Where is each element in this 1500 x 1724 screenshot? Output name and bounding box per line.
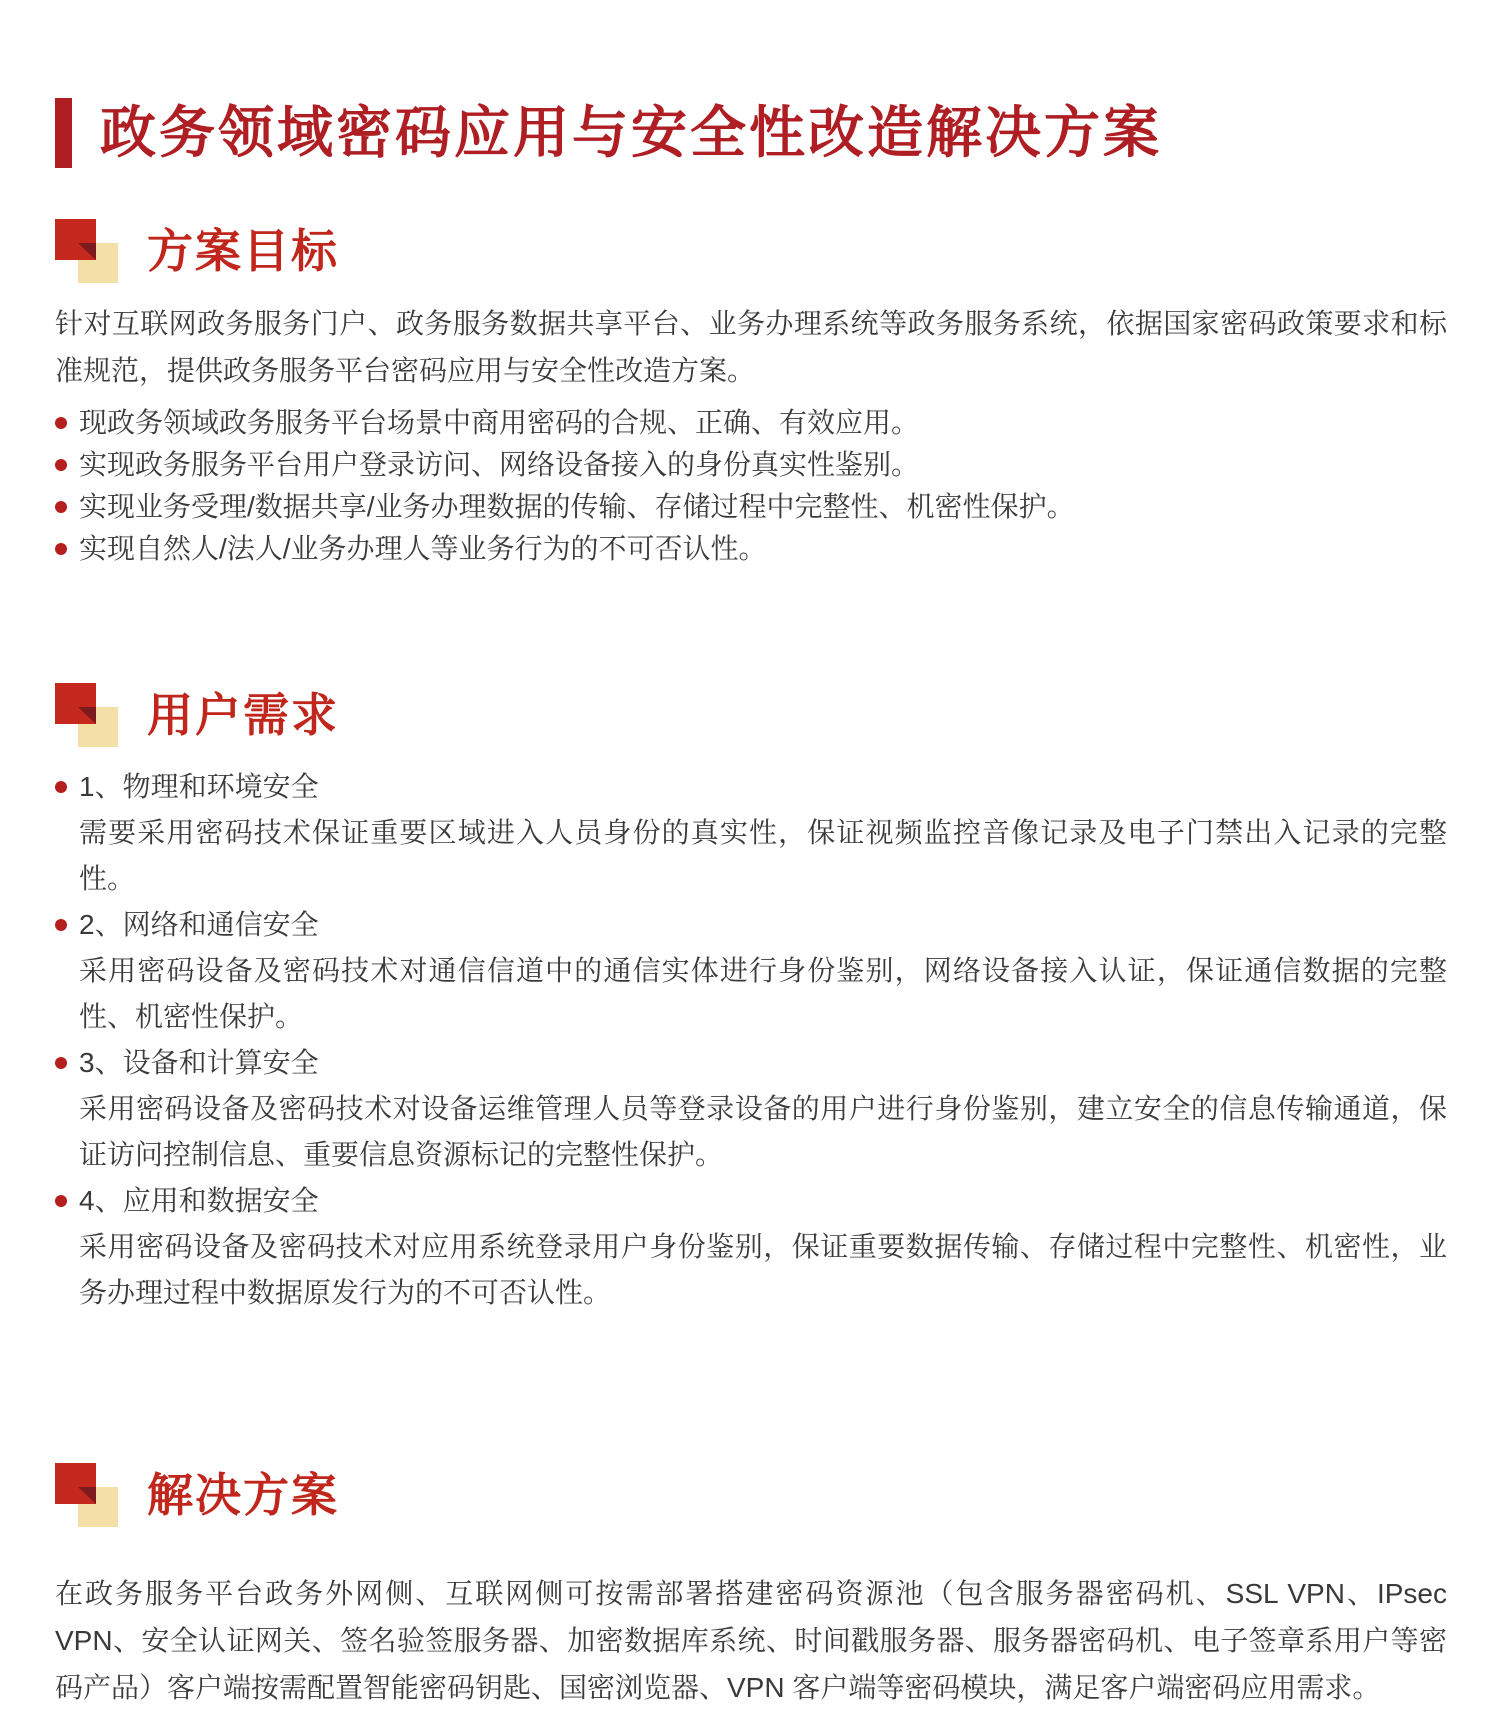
list-item (55, 402, 1447, 444)
requirement-title-row (55, 1178, 1447, 1224)
section-goals (55, 218, 1447, 570)
goals-intro-paragraph: 针对互联网政务服务门户、政务服务数据共享平台、业务办理系统等政务服务系统，依据国家密码政策要求和标准规范，提供政务服务平台密码应用与安全性改造方案。 (55, 308, 1447, 386)
dot-icon (55, 417, 67, 429)
dot-icon (55, 781, 67, 793)
overlapping-squares-icon (55, 682, 119, 748)
dot-icon (55, 1057, 67, 1069)
requirement-title-row (55, 902, 1447, 948)
section-requirements (55, 682, 1447, 1316)
list-item-text: 现政务领域政务服务平台场景中商用密码的合规、正确、有效应用。 (79, 407, 920, 438)
vertical-bar-icon (55, 98, 72, 168)
overlapping-squares-icon (55, 1462, 119, 1528)
requirement-body: 采用密码设备及密码技术对通信信道中的通信实体进行身份鉴别，网络设备接入认证，保证通信数据的完整性、机密性保护。 (79, 955, 1447, 1032)
page-title: 政务领域密码应用与安全性改造解决方案 (100, 101, 1162, 164)
list-item (55, 528, 1447, 570)
list-item (55, 486, 1447, 528)
requirement-title: 4、应用和数据安全 (79, 1185, 319, 1216)
list-item-text: 实现业务受理/数据共享/业务办理数据的传输、存储过程中完整性、机密性保护。 (79, 491, 1075, 522)
requirement-title: 1、物理和环境安全 (79, 771, 319, 802)
overlapping-squares-icon (55, 218, 119, 284)
requirement-body: 采用密码设备及密码技术对设备运维管理人员等登录设备的用户进行身份鉴别，建立安全的信息传输通道，保证访问控制信息、重要信息资源标记的完整性保护。 (79, 1093, 1447, 1170)
section-heading-solution (55, 1462, 1447, 1528)
requirement-item (55, 1178, 1447, 1316)
requirement-body: 需要采用密码技术保证重要区域进入人员身份的真实性，保证视频监控音像记录及电子门禁出入记录的完整性。 (79, 817, 1447, 894)
goals-heading-text: 方案目标 (147, 225, 339, 277)
dot-icon (55, 501, 67, 513)
dot-icon (55, 1195, 67, 1207)
section-heading-goals (55, 218, 1447, 284)
requirement-item (55, 1040, 1447, 1178)
section-solution (55, 1462, 1447, 1711)
requirement-item (55, 764, 1447, 902)
list-item-text: 实现政务服务平台用户登录访问、网络设备接入的身份真实性鉴别。 (79, 449, 920, 480)
requirement-title: 2、网络和通信安全 (79, 909, 319, 940)
requirement-title: 3、设备和计算安全 (79, 1047, 319, 1078)
requirement-body: 采用密码设备及密码技术对应用系统登录用户身份鉴别，保证重要数据传输、存储过程中完整性、机密性，业务办理过程中数据原发行为的不可否认性。 (79, 1231, 1447, 1308)
document-page (0, 94, 1500, 1724)
goals-bullet-list (55, 402, 1447, 570)
requirements-list (55, 764, 1447, 1316)
dot-icon (55, 459, 67, 471)
list-item-text: 实现自然人/法人/业务办理人等业务行为的不可否认性。 (79, 533, 767, 564)
list-item (55, 444, 1447, 486)
requirement-title-row (55, 1040, 1447, 1086)
solution-paragraph: 在政务服务平台政务外网侧、互联网侧可按需部署搭建密码资源池（包含服务器密码机、SSL VPN、IPsec VPN、安全认证网关、签名验签服务器、加密数据库系统、时间戳服务器、服务器密码机、电子签章系用户等密码产品）客户端按需配置智能密码钥匙、国密浏览器、VPN 客户端等密码模块，满足客户端密码应用需求。 (55, 1578, 1447, 1703)
document-header (55, 94, 1447, 172)
requirement-title-row (55, 764, 1447, 810)
section-heading-requirements (55, 682, 1447, 748)
requirements-heading-text: 用户需求 (147, 689, 339, 741)
solution-heading-text: 解决方案 (147, 1469, 339, 1521)
dot-icon (55, 543, 67, 555)
requirement-item (55, 902, 1447, 1040)
dot-icon (55, 919, 67, 931)
